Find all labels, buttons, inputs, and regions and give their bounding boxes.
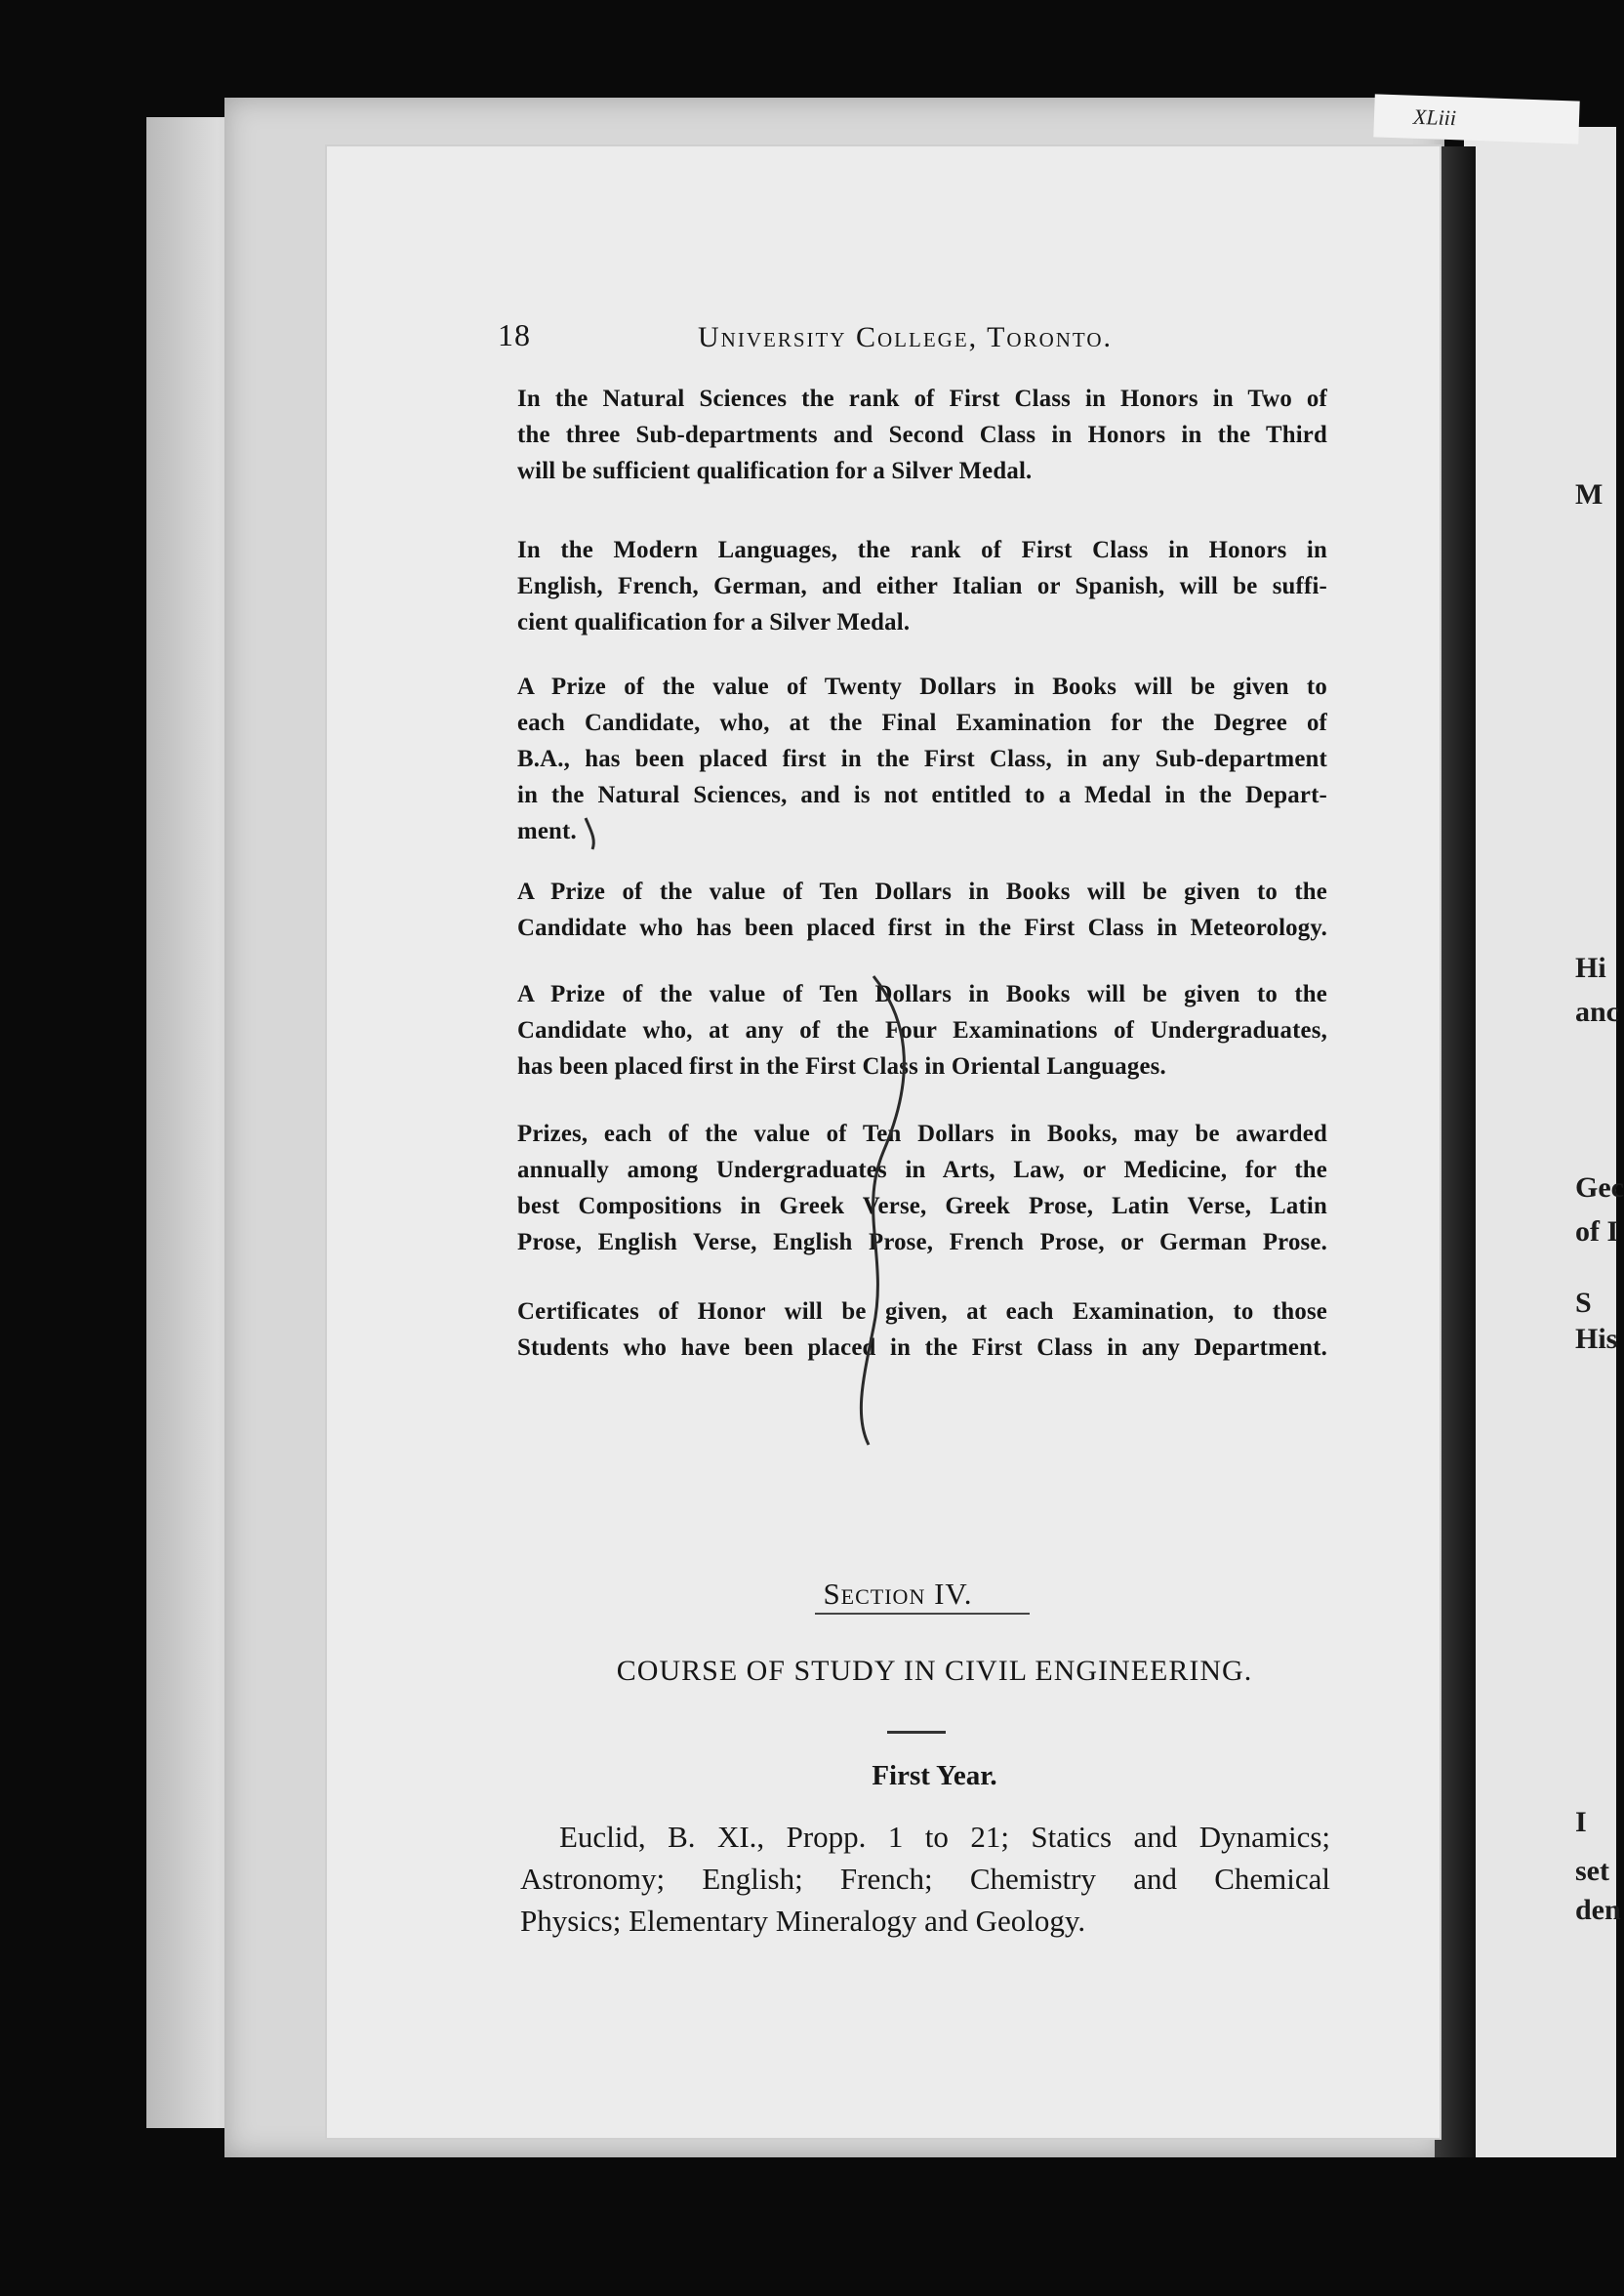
text-line: English, French, German, and either Italian or Spanish, will be suffi- — [517, 573, 1327, 599]
text-line: will be sufficient qualification for a Silver Medal. — [517, 458, 1033, 484]
text-line: In the Modern Languages, the rank of First Class in Honors in — [517, 537, 1327, 563]
text-line: Euclid, B. XI., Propp. 1 to 21; Statics and Dynamics; — [559, 1820, 1330, 1854]
year-heading: First Year. — [872, 1760, 997, 1791]
text-line: in the Natural Sciences, and is not entitled to a Medal in the Depart- — [517, 782, 1327, 808]
page-number: 18 — [498, 317, 531, 352]
paragraph-composition-prizes — [517, 1116, 1327, 1260]
facing-page-fragment: set — [1575, 1855, 1609, 1887]
book-spine — [1435, 146, 1476, 2157]
first-year-course-list — [520, 1816, 1330, 1942]
text-line: B.A., has been placed first in the First Class, in any Sub-department — [517, 746, 1327, 772]
paragraph-meteorology-prize — [517, 874, 1327, 946]
header-title: University College, Toronto. — [698, 321, 1114, 353]
facing-page-fragment: His — [1575, 1323, 1618, 1355]
text-line: Physics; Elementary Mineralogy and Geology. — [520, 1904, 1086, 1938]
facing-page-fragment: Hi — [1575, 952, 1606, 984]
section-title: COURSE OF STUDY IN CIVIL ENGINEERING. — [616, 1655, 1253, 1687]
facing-page-fragment: anc — [1575, 996, 1619, 1028]
text-line: Prose, English Verse, English Prose, French Prose, or German Prose. — [517, 1229, 1327, 1255]
facing-page-fragment: M — [1575, 478, 1604, 511]
text-line: cient qualification for a Silver Medal. — [517, 609, 911, 636]
text-line: best Compositions in Greek Verse, Greek Prose, Latin Verse, Latin — [517, 1193, 1327, 1219]
section-divider — [815, 1613, 1030, 1615]
running-header — [327, 317, 1440, 356]
text-line: Astronomy; English; French; Chemistry and Chemical — [520, 1862, 1330, 1896]
text-line: Candidate who, at any of the Four Examinations of Undergraduates, — [517, 1017, 1327, 1044]
text-line: In the Natural Sciences the rank of First Class in Honors in Two of — [517, 386, 1327, 412]
facing-page-fragment: of I — [1575, 1215, 1619, 1248]
paragraph-oriental-languages-prize — [517, 976, 1327, 1085]
scanned-page — [327, 146, 1440, 2138]
text-line: has been placed first in the First Class in Oriental Languages. — [517, 1053, 1166, 1080]
text-line: each Candidate, who, at the Final Examination for the Degree of — [517, 710, 1327, 736]
paragraph-natural-sciences-medal — [517, 381, 1327, 489]
text-line: Candidate who has been placed first in the First Class in Meteorology. — [517, 915, 1327, 941]
text-line: annually among Undergraduates in Arts, Law, or Medicine, for the — [517, 1157, 1327, 1183]
text-line: A Prize of the value of Ten Dollars in Books will be given to the — [517, 981, 1327, 1007]
facing-page-fragment: I — [1575, 1806, 1587, 1838]
facing-page-fragment: Gec — [1575, 1171, 1624, 1204]
text-line: A Prize of the value of Ten Dollars in Books will be given to the — [517, 879, 1327, 905]
corner-label: XLiii — [1373, 94, 1579, 144]
short-divider — [887, 1731, 946, 1734]
facing-page — [1464, 127, 1619, 2157]
text-line: ment. — [517, 818, 577, 844]
text-line: Prizes, each of the value of Ten Dollars in Books, may be awarded — [517, 1121, 1327, 1147]
section-label: Section IV. — [823, 1577, 973, 1611]
facing-page-fragment: den — [1575, 1894, 1621, 1926]
paragraph-modern-languages-medal — [517, 532, 1327, 640]
paragraph-certificates-of-honor — [517, 1293, 1327, 1366]
text-line: A Prize of the value of Twenty Dollars in Books will be given to — [517, 674, 1327, 700]
page-content — [327, 146, 1440, 2138]
text-line: Certificates of Honor will be given, at each Examination, to those — [517, 1298, 1327, 1325]
text-line: Students who have been placed in the First Class in any Department. — [517, 1334, 1327, 1361]
facing-page-fragment: S — [1575, 1287, 1592, 1319]
text-line: the three Sub-departments and Second Class in Honors in the Third — [517, 422, 1327, 448]
paragraph-twenty-dollar-prize — [517, 669, 1327, 849]
